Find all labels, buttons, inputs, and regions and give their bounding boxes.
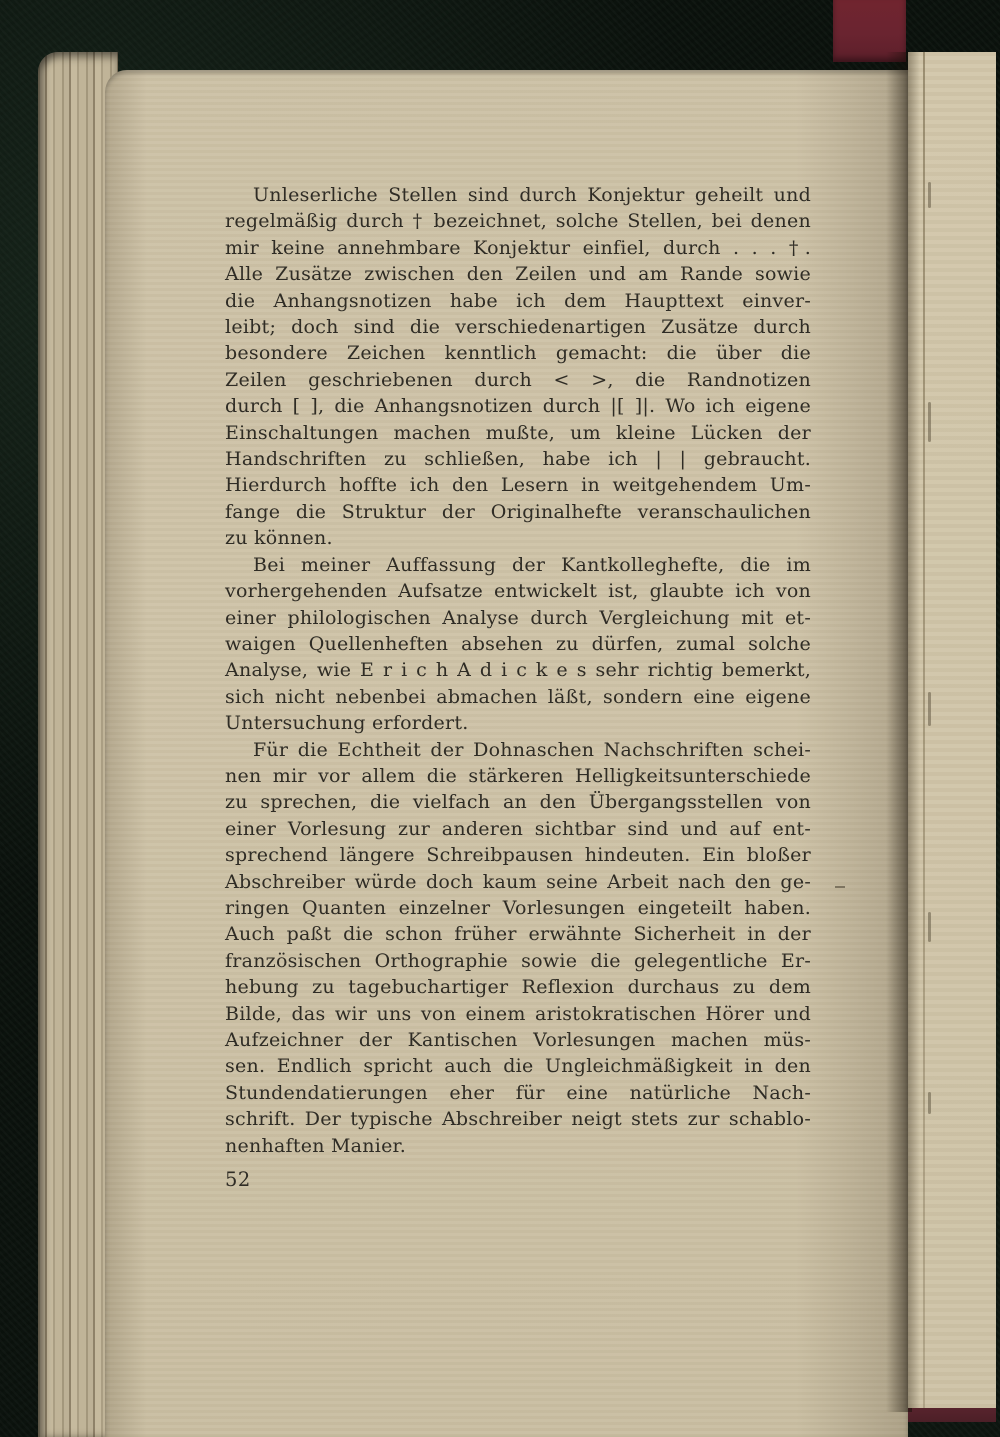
text-line: Untersuchung erfordert. [225, 712, 469, 735]
page-text-block [225, 182, 811, 1159]
text-line: französischen Orthographie sowie die gelegentliche Er- [225, 949, 811, 972]
text-line: regelmäßig durch † bezeichnet, solche Stellen, bei denen [225, 210, 811, 233]
text-line: Für die Echtheit der Dohnaschen Nachschriften schei- [253, 738, 811, 761]
text-line: zu können. [225, 527, 333, 550]
text-line: Abschreiber würde doch kaum seine Arbeit nach den ge- [225, 870, 811, 893]
text-line: waigen Quellenheften absehen zu dürfen, zumal solche [225, 632, 811, 655]
text-line: sich nicht nebenbei abmachen läßt, sondern eine eigene [225, 685, 811, 708]
text-line: Aufzeichner der Kantischen Vorlesungen machen müs- [225, 1029, 811, 1051]
text-line: schrift. Der typische Abschreiber neigt stets zur schablo- [225, 1108, 811, 1131]
text-line: durch [ ], die Anhangsnotizen durch |[ ]|. Wo ich eigene [225, 395, 811, 418]
page-edge-mark [928, 182, 931, 208]
text-line: sen. Endlich spricht auch die Ungleichmäßigkeit in den [225, 1055, 811, 1078]
text-line: Hierdurch hoffte ich den Lesern in weitgehendem Um- [225, 474, 811, 497]
text-line: sprechend längere Schreibpausen hindeuten. Ein bloßer [225, 844, 811, 867]
page-edge-mark [928, 402, 931, 442]
page-edge-mark [928, 692, 931, 726]
text-line: Bei meiner Auffassung der Kantkolleghefte, die im [253, 553, 811, 576]
book-page [105, 70, 908, 1437]
text-line: zu sprechen, die vielfach an den Übergangsstellen von [225, 791, 811, 814]
page-edge-mark [928, 1092, 931, 1114]
paragraph [225, 182, 811, 552]
text-line: Handschriften zu schließen, habe ich | | gebraucht. [225, 448, 811, 471]
text-line: fange die Struktur der Originalhefte veranschaulichen [225, 500, 811, 523]
text-line: Unleserliche Stellen sind durch Konjektur geheilt und [253, 184, 811, 206]
margin-scan-mark [835, 886, 845, 888]
page-number: 52 [225, 1168, 251, 1191]
text-line: Alle Zusätze zwischen den Zeilen und am Rande sowie [225, 263, 811, 286]
text-line: Bilde, das wir uns von einem aristokratischen Hörer und [225, 1002, 811, 1025]
text-line: einer Vorlesung zur anderen sichtbar sind und auf ent- [225, 817, 811, 840]
text-line: hebung zu tagebuchartiger Reflexion durchaus zu dem [225, 976, 811, 999]
text-line: nen mir vor allem die stärkeren Helligkeitsunterschiede [225, 764, 811, 787]
text-line: ringen Quanten einzelner Vorlesungen eingeteilt haben. [225, 896, 811, 919]
text-line: besondere Zeichen kenntlich gemacht: die über die [225, 342, 811, 365]
facing-page-edge [908, 52, 996, 1408]
text-line: einer philologischen Analyse durch Vergleichung mit et- [225, 606, 811, 629]
text-line: mir keine annehmbare Konjektur einfiel, durch . . . †. [225, 236, 811, 259]
facing-page-crease [923, 52, 925, 1408]
page-edge-mark [928, 912, 931, 942]
text-line: Analyse, wie E r i c h A d i c k e s sehr richtig bemerkt, [225, 659, 811, 682]
text-line: nenhaften Manier. [225, 1134, 407, 1157]
text-line: leibt; doch sind die verschiedenartigen Zusätze durch [225, 316, 811, 339]
text-line: Zeilen geschriebenen durch < >, die Randnotizen [225, 368, 811, 391]
text-line: Stundendatierungen eher für eine natürliche Nach- [225, 1081, 811, 1104]
text-line: die Anhangsnotizen habe ich dem Haupttext einver- [225, 289, 811, 312]
text-line: Auch paßt die schon früher erwähnte Sicherheit in der [225, 923, 811, 946]
paragraph [225, 737, 811, 1160]
text-line: vorhergehenden Aufsatze entwickelt ist, glaubte ich von [225, 580, 811, 603]
text-line: Einschaltungen machen mußte, um kleine Lücken der [225, 421, 811, 444]
paragraph [225, 552, 811, 737]
